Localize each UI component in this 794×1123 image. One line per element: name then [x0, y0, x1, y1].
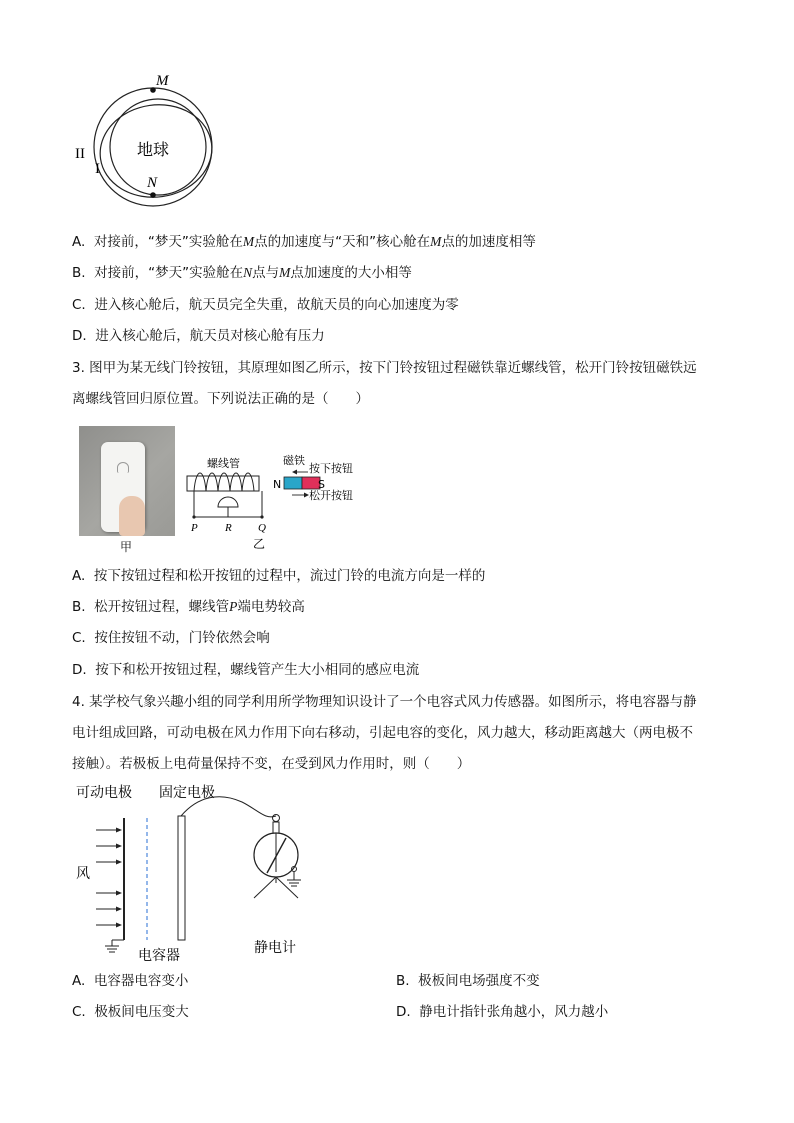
q4-option-b[interactable]: B. 极板间电场强度不变	[396, 973, 540, 989]
label-Q: Q	[258, 522, 266, 534]
q3-option-d[interactable]: D. 按下和松开按钮过程，螺线管产生大小相同的感应电流	[72, 662, 420, 678]
label-P: P	[191, 522, 198, 534]
q4-stem-line3: 接触）。若极板上电荷量保持不变，在受到风力作用时，则（ ）	[72, 756, 471, 772]
bell-icon	[117, 462, 129, 473]
q3-stem-line2: 离螺线管回归原位置。下列说法正确的是（ ）	[72, 391, 369, 407]
q2-option-b[interactable]: B. 对接前，“梦天”实验舱在N点与M点加速度的大小相等	[72, 265, 412, 281]
electroscope-knob	[273, 815, 280, 822]
label-solenoid: 螺线管	[207, 457, 240, 470]
q4-option-d[interactable]: D. 静电计指针张角越小，风力越小	[396, 1004, 609, 1020]
doorbell-photo	[79, 426, 175, 536]
label-pole-S: S	[318, 478, 325, 491]
label-electroscope: 静电计	[254, 940, 296, 956]
label-release: 松开按钮	[309, 489, 353, 502]
q3-option-a[interactable]: A. 按下按钮过程和松开按钮的过程中，流过门铃的电流方向是一样的	[72, 568, 486, 584]
label-M: M	[156, 73, 169, 89]
arrow-press-head	[292, 470, 297, 475]
q3-option-b[interactable]: B. 松开按钮过程，螺线管P端电势较高	[72, 599, 305, 615]
q4-stem-line2: 电计组成回路，可动电极在风力作用下向右移动，引起电容的变化，风力越大，移动距离越大（两电极不	[72, 725, 693, 741]
point-N	[150, 192, 156, 198]
label-capacitor: 电容器	[138, 948, 180, 964]
capacitor-figure	[70, 780, 320, 965]
fixed-plate	[178, 816, 185, 940]
q4-option-c[interactable]: C. 极板间电压变大	[72, 1004, 189, 1020]
terminal-P	[192, 515, 195, 518]
label-R: R	[225, 522, 232, 534]
finger	[119, 496, 145, 536]
terminal-Q	[260, 515, 263, 518]
label-wind: 风	[76, 866, 90, 882]
wind-arrows	[96, 830, 119, 925]
q3-option-c[interactable]: C. 按住按钮不动，门铃依然会响	[72, 630, 270, 646]
label-N: N	[147, 175, 158, 191]
ground-left	[105, 940, 124, 952]
orbit-figure	[70, 66, 230, 216]
magnet-N-half	[284, 477, 302, 489]
label-earth: 地球	[137, 140, 170, 159]
solenoid-core	[187, 476, 259, 491]
label-magnet: 磁铁	[283, 454, 305, 467]
electroscope-insulator	[273, 822, 279, 833]
label-pole-N: N	[273, 478, 282, 491]
label-movable: 可动电极	[76, 785, 132, 801]
bell-R	[218, 497, 238, 507]
point-M	[150, 87, 156, 93]
electroscope-leg-left	[254, 877, 276, 898]
q4-option-a[interactable]: A. 电容器电容变小	[72, 973, 189, 989]
q2-option-c[interactable]: C. 进入核心舱后，航天员完全失重，故航天员的向心加速度为零	[72, 297, 459, 313]
label-II: II	[75, 146, 85, 162]
q3-stem-line1: 3. 图甲为某无线门铃按钮，其原理如图乙所示，按下门铃按钮过程磁铁靠近螺线管，松开门铃按钮磁铁远	[72, 360, 697, 376]
q2-option-d[interactable]: D. 进入核心舱后，航天员对核心舱有压力	[72, 328, 325, 344]
caption-yi: 乙	[253, 537, 266, 551]
label-press: 按下按钮	[309, 462, 353, 475]
solenoid-figure	[180, 445, 370, 551]
q4-stem-line1: 4. 某学校气象兴趣小组的同学利用所学物理知识设计了一个电容式风力传感器。如图所示，将电容器与静	[72, 694, 697, 710]
caption-jia: 甲	[120, 540, 133, 554]
ground-right	[287, 872, 301, 886]
wind-arrowheads	[116, 828, 122, 928]
label-I: I	[95, 161, 100, 177]
q2-option-a[interactable]: A. 对接前，“梦天”实验舱在M点的加速度与“天和”核心舱在M点的加速度相等	[72, 234, 536, 250]
label-fixed: 固定电极	[159, 785, 215, 801]
